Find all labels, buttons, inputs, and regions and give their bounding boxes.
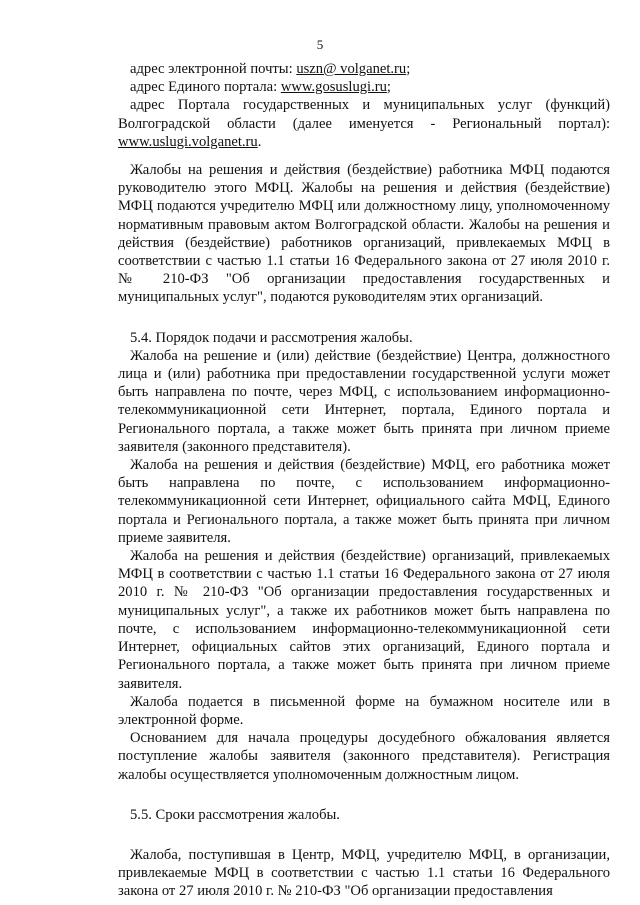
regional-portal-line: [118, 96, 610, 151]
email-tail: ;: [406, 61, 411, 77]
regional-portal-link[interactable]: www.uslugi.volganet.ru: [118, 133, 258, 150]
portal-address-line: [118, 78, 610, 96]
section-5-4-heading: 5.4. Порядок подачи и рассмотрения жалобы.: [130, 329, 413, 346]
complaints-intro-paragraph: Жалобы на решения и действия (бездействие) работника МФЦ подаются руководителю этого МФЦ. Жалобы на решения и действия (бездействие) МФЦ подаются учредителю МФЦ или должностному лицу, уполномоченному нормативным правовым актом Волгоградской области. Жалобы на решения и действия (бездействие) работников организаций, привлекаемых МФЦ в соответствии с частью 1.1 статьи 16 Федерального закона от 27 июля 2010 г. № 210-ФЗ "Об организации предоставления государственных и муниципальных услуг", подаются руководителям этих организаций.: [118, 162, 610, 306]
email-link[interactable]: uszn@ volganet.ru: [296, 61, 407, 77]
document-body: [118, 60, 610, 901]
section-5-5-heading: 5.5. Сроки рассмотрения жалобы.: [130, 806, 340, 823]
regional-portal-tail: .: [257, 133, 262, 150]
paragraph-5-4-4: Жалоба подается в письменной форме на бумажном носителе или в электронной форме.: [118, 693, 610, 728]
paragraph-5-4-2: Жалоба на решения и действия (бездействие) МФЦ, его работника может быть направлена по почте, с использованием информационно-телекоммуникационной сети Интернет, официального сайта МФЦ, Единого портала и Регионального портала, а также может быть принята при личном приеме заявителя.: [118, 457, 610, 546]
paragraph-5-4-5: Основанием для начала процедуры досудебного обжалования является поступление жалобы заявителя (законного представителя). Регистрация жалобы осуществляется уполномоченным должностным лицом.: [118, 730, 610, 783]
paragraph-5-4-1: Жалоба на решение и (или) действие (бездействие) Центра, должностного лица и (или) работника при предоставлении государственной услуги может быть направлена по почте, через МФЦ, с использованием информационно-телекоммуникационной сети Интернет, портала, Единого портала и Регионального портала, а также может быть принята при личном приеме заявителя (законного представителя).: [118, 347, 610, 455]
page-number: 5: [316, 37, 324, 52]
regional-portal-text: адрес Портала государственных и муниципальных услуг (функций) Волгоградской области (далее именуется - Региональный портал):: [118, 97, 610, 132]
paragraph-5-4-3: Жалоба на решения и действия (бездействие) организаций, привлекаемых МФЦ в соответствии с частью 1.1 статьи 16 Федерального закона от 27 июля 2010 г. № 210-ФЗ "Об организации предоставления государственных и муниципальных услуг", а также их работников может быть направлена по почте, с использованием информационно-телекоммуникационной сети Интернет, официальных сайтов этих организаций, Единого портала и Регионального портала, а также может быть принята при личном приеме заявителя.: [118, 548, 610, 692]
portal-link[interactable]: www.gosuslugi.ru: [280, 79, 387, 96]
paragraph-5-5-1: Жалоба, поступившая в Центр, МФЦ, учредителю МФЦ, в организации, привлекаемые МФЦ в соответствии с частью 1.1 статьи 16 Федерального закона от 27 июля 2010 г. № 210-ФЗ "Об организации предоставления: [118, 846, 610, 900]
portal-label: адрес Единого портала:: [130, 79, 281, 96]
email-label: адрес электронной почты:: [130, 61, 297, 77]
email-address-line: [118, 60, 610, 78]
portal-tail: ;: [386, 79, 391, 96]
